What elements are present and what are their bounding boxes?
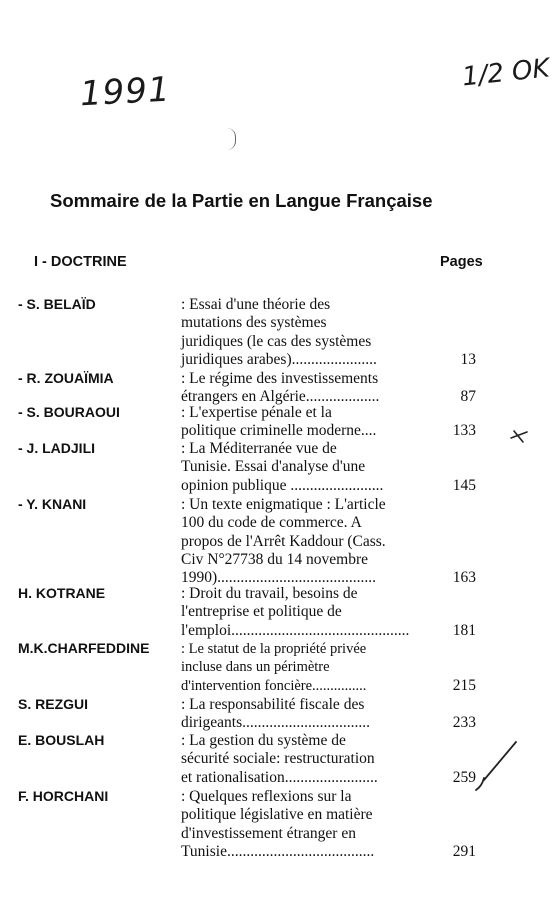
toc-author: - S. BOURAOUI <box>18 404 120 420</box>
toc-page-number: 215 <box>452 676 476 694</box>
toc-author: H. KOTRANE <box>18 585 106 601</box>
toc-title-line: et rationalisation........................ <box>181 768 378 786</box>
toc-title-line: l'emploi.............................................. <box>181 621 410 639</box>
toc-author: M.K.CHARFEDDINE <box>18 640 150 656</box>
toc-title-line: d'investissement étranger en <box>181 824 356 842</box>
toc-title-line: : La gestion du système de <box>181 732 346 749</box>
toc-title-line: : La Méditerranée vue de <box>181 440 337 457</box>
handwritten-mark: 1/2 OK <box>460 53 551 93</box>
toc-title <box>181 788 426 861</box>
toc-author: - S. BELAÏD <box>18 296 96 312</box>
toc-title-line: juridiques (le cas des systèmes <box>181 332 372 350</box>
toc-title-line: 1990)......................................... <box>181 569 377 587</box>
toc-page-number: 291 <box>452 842 476 860</box>
handwritten-year: 1991 <box>79 69 172 115</box>
toc-page-number: 181 <box>452 621 476 639</box>
toc-title-line: : Droit du travail, besoins de <box>181 585 358 602</box>
toc-title <box>181 296 426 369</box>
toc-title-line: incluse dans un périmètre <box>181 659 330 676</box>
toc-page-number: 259 <box>452 768 476 786</box>
section-heading: I - DOCTRINE <box>34 254 127 270</box>
toc-title-line: politique criminelle moderne.... <box>181 422 377 440</box>
toc-title <box>181 370 426 407</box>
page-title: Sommaire de la Partie en Langue Française <box>50 190 433 211</box>
toc-title-line: dirigeants................................. <box>181 714 370 732</box>
handwritten-slash-mark <box>472 738 522 798</box>
toc-author: E. BOUSLAH <box>18 732 105 748</box>
toc-author: - R. ZOUAÏMIA <box>18 370 114 386</box>
toc-title <box>181 496 426 587</box>
toc-title-line: : La responsabilité fiscale des <box>181 696 365 713</box>
toc-title <box>181 696 426 733</box>
toc-title-line: Tunisie. Essai d'analyse d'une <box>181 458 366 476</box>
toc-author: - J. LADJILI <box>18 440 96 456</box>
toc-title-line: : Un texte enigmatique : L'article <box>181 496 386 513</box>
toc-title-line: politique législative en matière <box>181 806 373 824</box>
toc-title-line: juridiques arabes)...................... <box>181 350 377 368</box>
toc-title-line: propos de l'Arrêt Kaddour (Cass. <box>181 532 386 550</box>
toc-page-number: 87 <box>460 388 476 406</box>
toc-title-line: Civ N°27738 du 14 novembre <box>181 550 369 568</box>
toc-title-line: d'intervention foncière............... <box>181 677 367 694</box>
toc-author: S. REZGUI <box>18 696 89 712</box>
toc-author: - Y. KNANI <box>18 496 87 512</box>
toc-title-line: 100 du code de commerce. A <box>181 514 362 532</box>
toc-title-line: mutations des systèmes <box>181 314 327 332</box>
toc-title-line: étrangers en Algérie................... <box>181 388 380 406</box>
pages-column-heading: Pages <box>440 254 483 270</box>
toc-title-line: sécurité sociale: restructuration <box>181 750 375 768</box>
toc-page-number: 163 <box>452 569 476 587</box>
toc-page-number: 133 <box>452 422 476 440</box>
toc-title-line: : Quelques reflexions sur la <box>181 788 352 805</box>
toc-title <box>181 732 426 787</box>
toc-title-line: opinion publique ........................ <box>181 476 384 494</box>
toc-page-number: 145 <box>452 476 476 494</box>
toc-author: F. HORCHANI <box>18 788 109 804</box>
handwritten-x-mark <box>509 428 531 444</box>
toc-title <box>181 404 426 441</box>
toc-title-line: : L'expertise pénale et la <box>181 404 332 421</box>
toc-title-line: : Le statut de la propriété privée <box>181 641 367 657</box>
toc-title-line: l'entreprise et politique de <box>181 603 342 621</box>
toc-title-line: : Essai d'une théorie des <box>181 296 331 313</box>
toc-title-line: : Le régime des investissements <box>181 370 379 387</box>
toc-page-number: 13 <box>460 350 476 368</box>
toc-page-number: 233 <box>452 714 476 732</box>
toc-title <box>181 585 426 640</box>
toc-title <box>181 440 426 495</box>
toc-title <box>181 640 426 695</box>
toc-title-line: Tunisie...................................... <box>181 842 375 860</box>
